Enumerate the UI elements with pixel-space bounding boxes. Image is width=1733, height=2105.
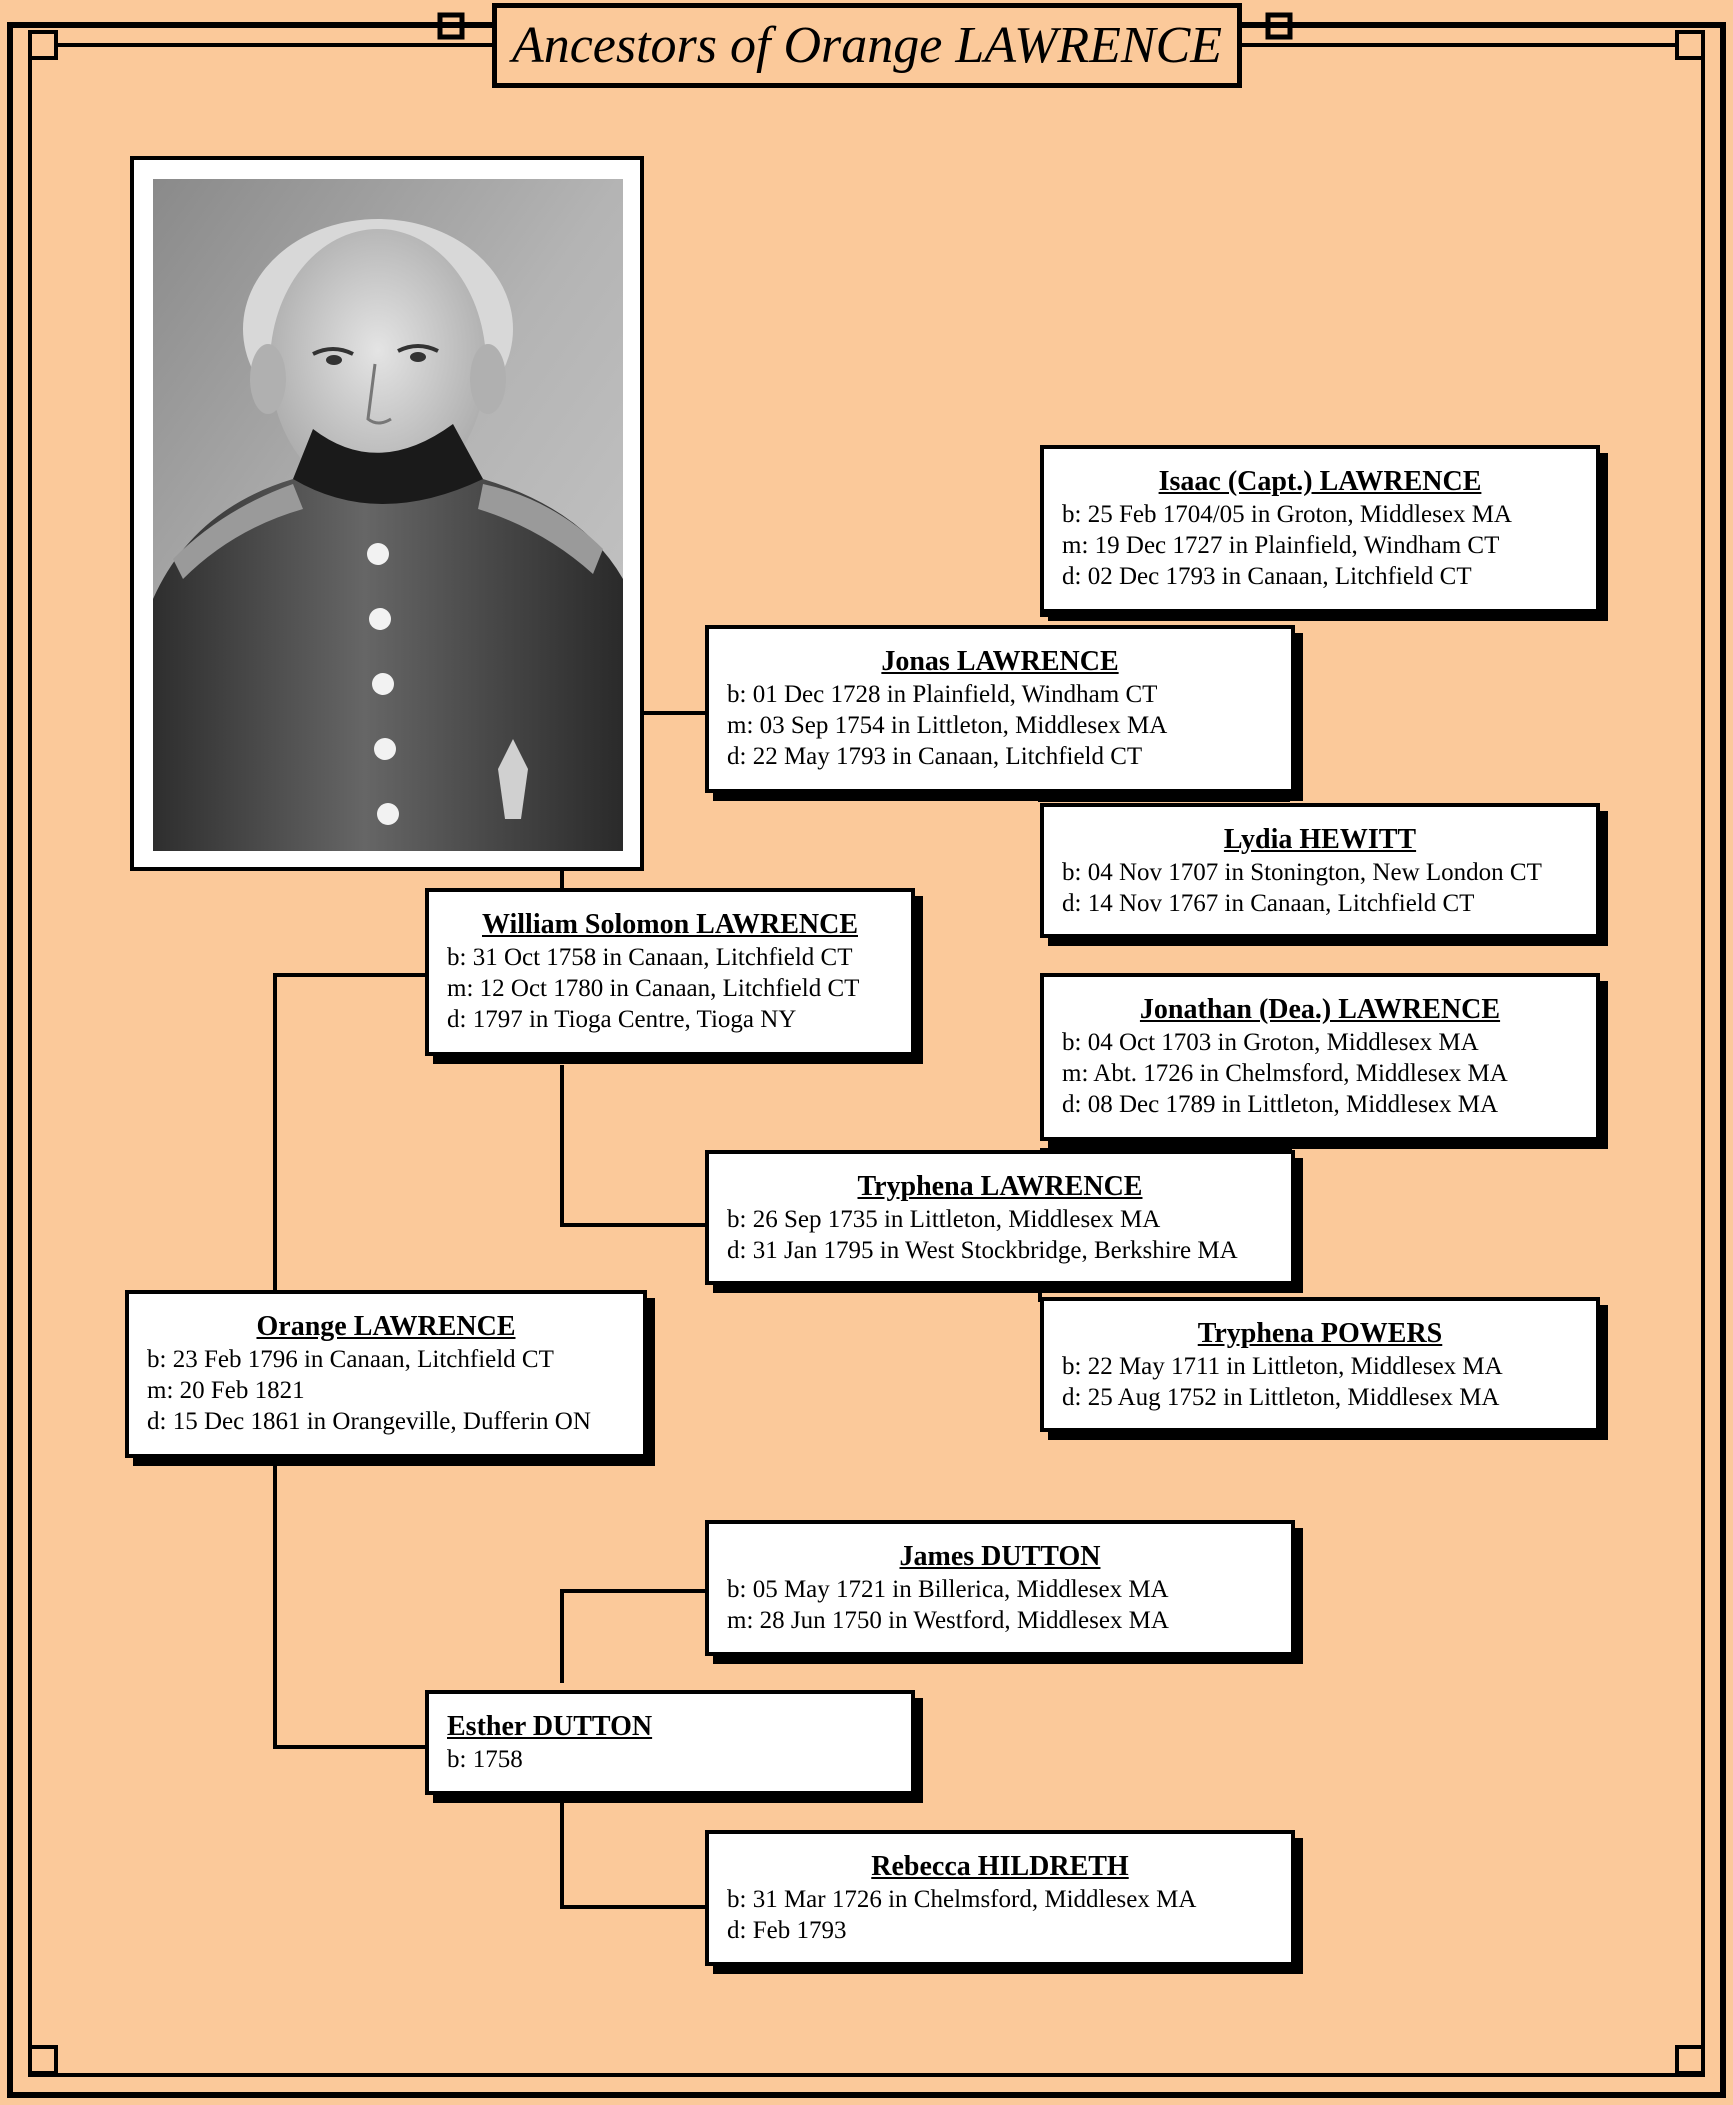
death-line: d: 25 Aug 1752 in Littleton, Middlesex MA — [1062, 1384, 1500, 1411]
death-line: d: 22 May 1793 in Canaan, Litchfield CT — [727, 743, 1143, 770]
birth-line: b: 31 Oct 1758 in Canaan, Litchfield CT — [447, 944, 853, 971]
marriage-line: m: Abt. 1726 in Chelmsford, Middlesex MA — [1062, 1060, 1508, 1087]
portrait-image — [153, 179, 623, 851]
person-box-esther — [425, 1690, 915, 1795]
person-name: Isaac (Capt.) LAWRENCE — [1158, 466, 1482, 497]
chart-title: Ancestors of Orange LAWRENCE — [511, 17, 1223, 74]
person-name: Esther DUTTON — [447, 1711, 653, 1742]
birth-line: b: 1758 — [447, 1746, 523, 1773]
person-box-orange — [125, 1290, 647, 1458]
person-name: William Solomon LAWRENCE — [482, 909, 858, 940]
portrait-photo — [130, 156, 644, 871]
person-box-jonas — [705, 625, 1295, 793]
death-line: d: Feb 1793 — [727, 1917, 847, 1944]
marriage-line: m: 19 Dec 1727 in Plainfield, Windham CT — [1062, 532, 1500, 559]
person-box-isaac — [1040, 445, 1600, 613]
birth-line: b: 01 Dec 1728 in Plainfield, Windham CT — [727, 681, 1158, 708]
person-name: Tryphena LAWRENCE — [857, 1171, 1143, 1202]
person-box-james — [705, 1520, 1295, 1656]
person-box-william — [425, 888, 915, 1056]
death-line: d: 14 Nov 1767 in Canaan, Litchfield CT — [1062, 890, 1475, 917]
marriage-line: m: 28 Jun 1750 in Westford, Middlesex MA — [727, 1607, 1169, 1634]
death-line: d: 1797 in Tioga Centre, Tioga NY — [447, 1006, 797, 1033]
person-box-lydia — [1040, 803, 1600, 938]
person-box-rebecca — [705, 1830, 1295, 1966]
person-name: Lydia HEWITT — [1223, 824, 1417, 855]
death-line: d: 15 Dec 1861 in Orangeville, Dufferin ON — [147, 1408, 591, 1435]
birth-line: b: 23 Feb 1796 in Canaan, Litchfield CT — [147, 1346, 554, 1373]
birth-line: b: 05 May 1721 in Billerica, Middlesex MA — [727, 1576, 1169, 1603]
person-box-tryphena-powers — [1040, 1297, 1600, 1432]
death-line: d: 02 Dec 1793 in Canaan, Litchfield CT — [1062, 563, 1472, 590]
death-line: d: 31 Jan 1795 in West Stockbridge, Berkshire MA — [727, 1237, 1238, 1264]
chart-title-box — [492, 3, 1242, 88]
person-name: James DUTTON — [899, 1541, 1101, 1572]
birth-line: b: 26 Sep 1735 in Littleton, Middlesex MA — [727, 1206, 1161, 1233]
birth-line: b: 25 Feb 1704/05 in Groton, Middlesex MA — [1062, 501, 1512, 528]
marriage-line: m: 12 Oct 1780 in Canaan, Litchfield CT — [447, 975, 860, 1002]
death-line: d: 08 Dec 1789 in Littleton, Middlesex MA — [1062, 1091, 1499, 1118]
person-name: Jonas LAWRENCE — [881, 646, 1119, 677]
marriage-line: m: 20 Feb 1821 — [147, 1377, 305, 1404]
person-name: Tryphena POWERS — [1197, 1318, 1443, 1349]
person-box-tryphena-lawrence — [705, 1150, 1295, 1285]
person-box-jonathan — [1040, 973, 1600, 1141]
birth-line: b: 31 Mar 1726 in Chelmsford, Middlesex MA — [727, 1886, 1197, 1913]
person-name: Rebecca HILDRETH — [871, 1851, 1129, 1882]
marriage-line: m: 03 Sep 1754 in Littleton, Middlesex MA — [727, 712, 1168, 739]
person-name: Orange LAWRENCE — [256, 1311, 516, 1342]
birth-line: b: 04 Oct 1703 in Groton, Middlesex MA — [1062, 1029, 1479, 1056]
birth-line: b: 04 Nov 1707 in Stonington, New London CT — [1062, 859, 1542, 886]
birth-line: b: 22 May 1711 in Littleton, Middlesex MA — [1062, 1353, 1503, 1380]
person-name: Jonathan (Dea.) LAWRENCE — [1139, 994, 1501, 1025]
